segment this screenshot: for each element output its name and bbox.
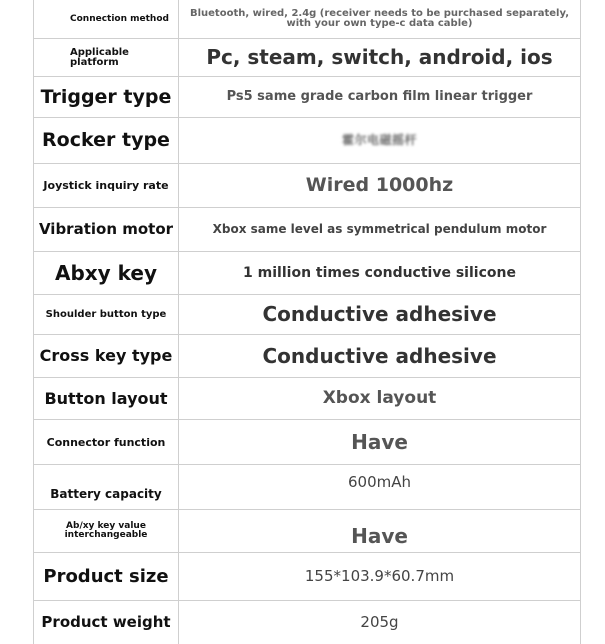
spec-value: Conductive adhesive [262,302,497,326]
table-row [34,553,580,601]
spec-value: Pc, steam, switch, android, ios [206,45,553,69]
spec-label: Shoulder button type [34,295,179,334]
spec-value: 600mAh [347,473,411,491]
spec-label: Button layout [34,378,179,419]
table-row [34,164,580,208]
spec-label: Battery capacity [34,465,179,509]
table-row [34,118,580,164]
table-row [34,208,580,252]
spec-table [33,0,581,644]
spec-label: Connection method [34,0,179,38]
spec-value: Xbox same level as symmetrical pendulum motor [212,222,547,237]
spec-label: Trigger type [34,77,179,117]
spec-value: Ps5 same grade carbon film linear trigger [226,89,533,105]
table-row [34,510,580,553]
table-row [34,0,580,39]
spec-value: Xbox layout [322,387,437,408]
spec-value: Bluetooth, wired, 2.4g (receiver needs to be purchased separately, with your own type-c data cable) [189,7,570,29]
spec-value: 霍尔电磁摇杆 [341,133,417,148]
table-row [34,601,580,644]
table-row [34,77,580,118]
spec-label: Product weight [34,601,179,644]
spec-label: Vibration motor [34,208,179,251]
spec-value: 205g [360,612,399,631]
spec-label: Ab/xy key value interchangeable [34,510,179,552]
spec-value: 1 million times conductive silicone [243,264,516,281]
table-row [34,252,580,295]
table-row [34,39,580,77]
spec-label: Rocker type [34,118,179,163]
table-row [34,465,580,510]
spec-label: Connector function [34,420,179,464]
spec-label: Cross key type [34,335,179,377]
table-row [34,335,580,378]
table-row [34,420,580,465]
spec-value: Wired 1000hz [305,173,454,196]
spec-value: Have [351,524,408,548]
table-row [34,295,580,335]
spec-label: Abxy key [34,252,179,294]
spec-value: Have [351,429,408,454]
spec-value: 155*103.9*60.7mm [304,566,455,585]
spec-label: Applicable platform [34,39,179,76]
spec-value: Conductive adhesive [262,343,497,368]
table-row [34,378,580,420]
spec-label: Product size [34,553,179,600]
spec-label: Joystick inquiry rate [34,164,179,207]
